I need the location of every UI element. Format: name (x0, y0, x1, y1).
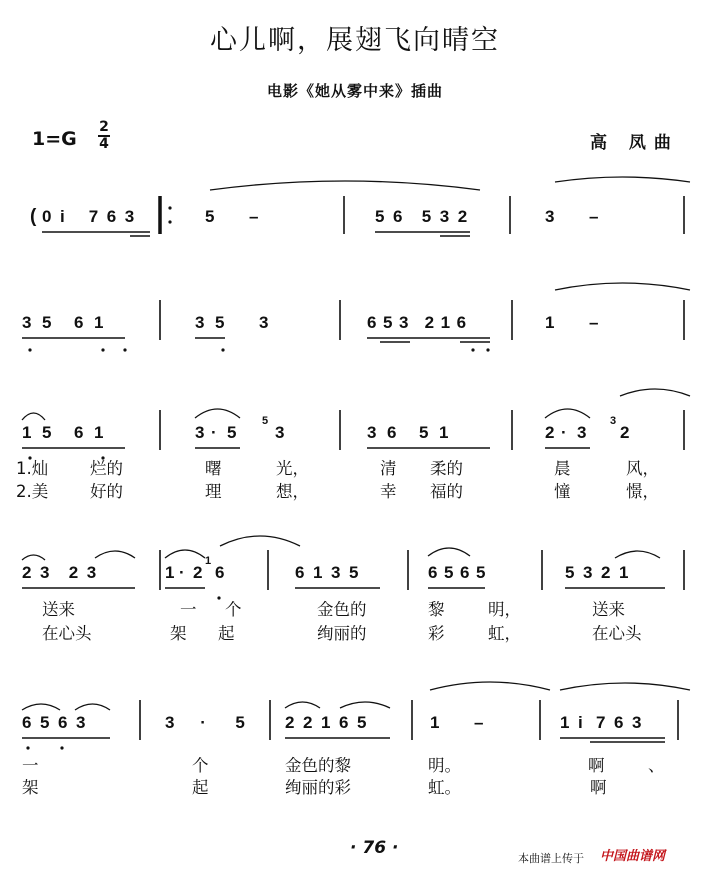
octave-dot (168, 220, 171, 223)
octave-dot (60, 746, 63, 749)
lyric-r3v2-4: 幸 (380, 482, 397, 501)
slur-arc (615, 551, 660, 558)
note-glyph: i (60, 207, 65, 226)
lyric-r4v1-6: 送来 (592, 600, 625, 619)
note-glyph: 6 (215, 563, 225, 582)
lyric-r3v1-7: 风， (626, 459, 659, 478)
lyric-r4v1-3: 金色的 (317, 600, 367, 619)
lyric-r5v1-2: 金色的黎 (285, 756, 351, 775)
lyric-r3v1-2: 曙 (205, 459, 222, 478)
grace-note: 3 (610, 415, 617, 427)
note-glyph: 7 (596, 713, 606, 732)
lyric-r4v2-2: 起 (218, 624, 235, 643)
note-glyph: 3 (367, 423, 377, 442)
lyric-r5v2-4: 啊 (590, 778, 607, 797)
note-glyph: 5 (235, 713, 245, 732)
lyric-r5v1-4: 啊 (588, 756, 605, 775)
lyric-r3v1-6: 晨 (554, 459, 571, 478)
note-glyph: – (589, 207, 599, 226)
octave-dot (486, 348, 489, 351)
note-glyph: 2 (285, 713, 295, 732)
slur-arc (95, 551, 135, 558)
lyric-r3v2-5: 福的 (430, 482, 463, 501)
note-glyph: 5 (375, 207, 385, 226)
note-glyph: – (474, 713, 484, 732)
note-glyph: 5 (227, 423, 237, 442)
note-glyph: 5 (419, 423, 429, 442)
octave-dot (123, 348, 126, 351)
note-glyph: 0 (42, 207, 52, 226)
meter-top: 2 (99, 119, 109, 135)
lyric-r4v2-3: 绚丽的 (317, 624, 367, 643)
slur-arc (545, 409, 590, 418)
lyric-r4v2-4: 彩 (428, 624, 445, 643)
note-glyph: 2 (601, 563, 611, 582)
octave-dot (168, 206, 171, 209)
slur-arc (428, 548, 470, 556)
note-glyph: 2 (457, 207, 468, 226)
note-glyph: 1 (560, 713, 570, 732)
note-glyph: 6 (295, 563, 305, 582)
note-glyph: · (200, 713, 206, 732)
note-glyph: 1 (321, 713, 331, 732)
lyric-r4v2-0: 在心头 (42, 624, 92, 643)
note-glyph: 3 (76, 713, 86, 732)
slur-arc (220, 536, 300, 546)
note-glyph: 6 (456, 313, 467, 332)
slur-arc (430, 682, 550, 690)
note-glyph: 3 (331, 563, 341, 582)
note-glyph: 5 (40, 713, 50, 732)
slur-arc (285, 702, 320, 708)
note-glyph: 3 (124, 207, 135, 226)
note-glyph: 3 (195, 423, 205, 442)
note-glyph: 1 (313, 563, 323, 582)
lyric-r4v1-1: 一 (180, 600, 197, 619)
slur-arc (165, 550, 205, 558)
slur-arc (340, 702, 390, 708)
paren-glyph: ( (30, 206, 37, 227)
note-glyph: 2 (193, 563, 203, 582)
site-logo: 中国曲谱网 (600, 849, 666, 864)
note-glyph: 1 (22, 423, 32, 442)
note-glyph: 3 (86, 563, 97, 582)
slur-arc (555, 283, 690, 290)
note-glyph: · (179, 563, 185, 582)
note-glyph: 1 (430, 713, 440, 732)
lyric-r3v2-6: 憧 (554, 482, 571, 501)
meter-bottom: 4 (99, 136, 109, 152)
note-glyph: 2 (545, 423, 555, 442)
note-glyph: 2 (424, 313, 435, 332)
slur-arc (555, 177, 690, 182)
note-glyph: 3 (583, 563, 593, 582)
page-number: · 76 · (350, 838, 399, 858)
note-glyph: 1 (545, 313, 555, 332)
note-glyph: 3 (275, 423, 285, 442)
note-glyph: 6 (339, 713, 349, 732)
lyric-r5v2-0: 架 (22, 778, 39, 797)
note-glyph: 3 (439, 207, 450, 226)
octave-dot (471, 348, 474, 351)
slur-arc (210, 181, 480, 190)
note-glyph: 3 (40, 563, 50, 582)
note-glyph: 6 (74, 423, 84, 442)
note-glyph: 2 (303, 713, 313, 732)
note-glyph: 6 (22, 713, 32, 732)
note-glyph: 5 (383, 313, 393, 332)
note-glyph: 5 (444, 563, 454, 582)
note-glyph: 5 (421, 207, 432, 226)
lyric-r5v2-3: 虹。 (428, 778, 461, 797)
lyric-r3v2-2: 理 (205, 482, 222, 501)
note-glyph: 5 (42, 423, 52, 442)
note-glyph: 6 (367, 313, 377, 332)
lyric-r4v1-4: 黎 (428, 600, 445, 619)
lyric-r3v1-0: 1.灿 (16, 459, 49, 478)
slur-arc (22, 413, 45, 420)
note-glyph: 3 (545, 207, 555, 226)
lyric-r3v2-1: 好的 (90, 482, 123, 501)
note-glyph: 3 (259, 313, 269, 332)
lyric-r4v1-5: 明， (488, 600, 521, 619)
note-glyph: – (589, 313, 599, 332)
note-glyph: 6 (58, 713, 68, 732)
slur-arc (22, 704, 60, 710)
octave-dot (28, 348, 31, 351)
lyric-r3v1-5: 柔的 (430, 459, 463, 478)
upload-notice: 本曲谱上传于 (518, 852, 584, 865)
note-glyph: 1 (439, 423, 449, 442)
note-glyph: · (211, 423, 217, 442)
lyric-r5v2-1: 起 (192, 778, 209, 797)
grace-note: 1 (205, 555, 212, 567)
slur-arc (22, 555, 45, 560)
note-glyph: 5 (42, 313, 52, 332)
note-glyph: 3 (577, 423, 587, 442)
note-glyph: 6 (74, 313, 84, 332)
note-glyph: 5 (205, 207, 215, 226)
slur-arc (75, 704, 110, 710)
note-glyph: 5 (349, 563, 359, 582)
octave-dot (101, 348, 104, 351)
note-glyph: 1 (440, 313, 451, 332)
lyric-r3v2-0: 2.美 (16, 482, 49, 501)
note-glyph: 3 (165, 713, 175, 732)
note-glyph: 6 (428, 563, 438, 582)
note-glyph: 3 (22, 313, 32, 332)
note-glyph: 1 (165, 563, 175, 582)
lyric-r4v2-1: 架 (170, 624, 187, 643)
note-glyph: 3 (399, 313, 409, 332)
note-glyph: 1 (94, 313, 104, 332)
note-glyph: 7 (88, 207, 99, 226)
lyric-r5v1-3: 明。 (428, 756, 461, 775)
lyric-r5v1-1: 个 (192, 756, 209, 775)
composer-credit: 高 凤曲 (590, 133, 679, 153)
note-glyph: 1 (619, 563, 629, 582)
lyric-r4v2-6: 在心头 (592, 624, 642, 643)
grace-note: 5 (262, 415, 269, 427)
octave-dot (217, 596, 220, 599)
note-glyph: 6 (460, 563, 470, 582)
lyric-r3v1-4: 清 (380, 459, 397, 478)
note-glyph: – (249, 207, 259, 226)
octave-dot (221, 348, 224, 351)
note-glyph: 5 (357, 713, 367, 732)
lyric-r3v1-1: 烂的 (90, 459, 123, 478)
note-glyph: 3 (632, 713, 642, 732)
octave-dot (26, 746, 29, 749)
lyric-r3v2-7: 憬， (626, 482, 659, 501)
lyric-r5v1-0: 一 (22, 756, 39, 775)
note-glyph: 5 (565, 563, 575, 582)
note-glyph: 5 (215, 313, 225, 332)
note-glyph: 3 (195, 313, 205, 332)
key-signature: 1=G (32, 128, 77, 150)
note-glyph: 2 (22, 563, 32, 582)
note-glyph: 6 (614, 713, 624, 732)
lyric-r4v1-2: 个 (225, 600, 242, 619)
note-glyph: 6 (387, 423, 397, 442)
note-glyph: 2 (68, 563, 79, 582)
note-glyph: 2 (620, 423, 630, 442)
slur-arc (620, 389, 690, 396)
note-glyph: 6 (393, 207, 403, 226)
lyric-r4v2-5: 虹， (488, 624, 521, 643)
lyric-r3v1-3: 光， (276, 459, 309, 478)
lyric-r5v1-5: 、 (648, 756, 665, 775)
song-subtitle: 电影《她从雾中来》插曲 (266, 82, 443, 100)
note-glyph: 1 (94, 423, 104, 442)
note-glyph: 5 (476, 563, 486, 582)
lyric-r5v2-2: 绚丽的彩 (285, 778, 351, 797)
note-glyph: i (578, 713, 583, 732)
note-glyph: · (561, 423, 567, 442)
slur-arc (560, 683, 690, 690)
note-glyph: 6 (106, 207, 117, 226)
slur-arc (195, 409, 240, 418)
lyric-r4v1-0: 送来 (42, 600, 75, 619)
lyric-r3v2-3: 想， (276, 482, 309, 501)
song-title: 心儿啊，展翅飞向晴空 (210, 25, 500, 56)
